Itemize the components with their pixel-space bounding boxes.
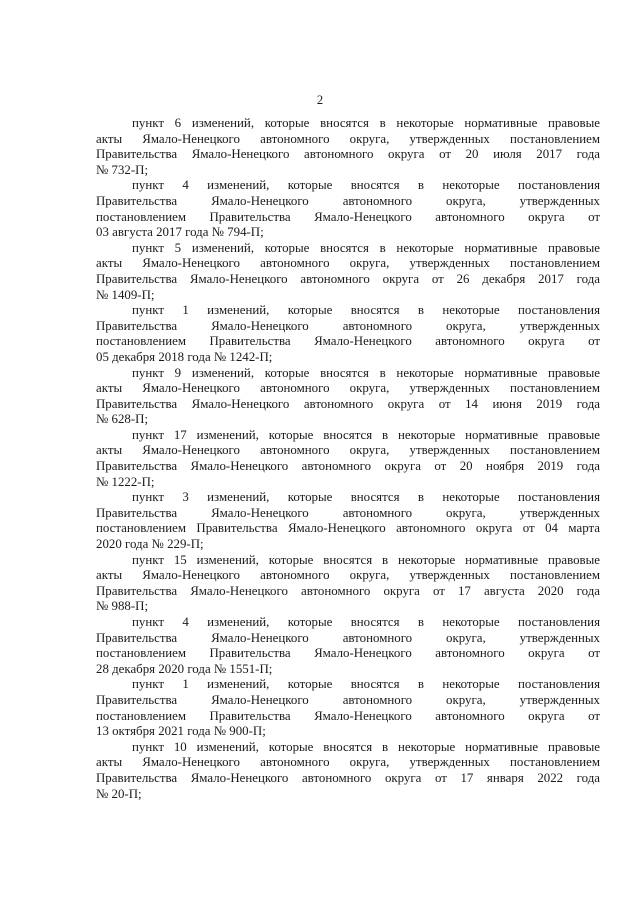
text-line: Правительства Ямало-Ненецкого автономного округа от 14 июня 2019 года (96, 396, 600, 411)
text-line: пункт 10 изменений, которые вносятся в некоторые нормативные правовые (132, 739, 600, 754)
text-line: 13 октября 2021 года № 900-П; (96, 724, 266, 739)
text-line: пункт 17 изменений, которые вносятся в некоторые нормативные правовые (132, 427, 600, 442)
text-line: постановлением Правительства Ямало-Ненецкого автономного округа от (96, 646, 600, 661)
text-line: Правительства Ямало-Ненецкого автономного округа, утвержденных (96, 318, 600, 333)
text-line: Правительства Ямало-Ненецкого автономного округа от 20 ноября 2019 года (96, 459, 600, 474)
text-line: № 1409-П; (96, 287, 155, 302)
text-line: пункт 9 изменений, которые вносятся в некоторые нормативные правовые (132, 365, 600, 380)
text-line: 28 декабря 2020 года № 1551-П; (96, 661, 273, 676)
list-item-paragraph (96, 428, 600, 490)
text-line: пункт 5 изменений, которые вносятся в некоторые нормативные правовые (132, 240, 600, 255)
text-line: пункт 1 изменений, которые вносятся в некоторые постановления (132, 677, 600, 692)
list-item-paragraph (96, 740, 600, 802)
text-line: Правительства Ямало-Ненецкого автономного округа, утвержденных (96, 505, 600, 520)
text-line: акты Ямало-Ненецкого автономного округа, утвержденных постановлением (96, 256, 600, 271)
list-item-paragraph (96, 178, 600, 240)
text-line: акты Ямало-Ненецкого автономного округа, утвержденных постановлением (96, 381, 600, 396)
text-line: постановлением Правительства Ямало-Ненецкого автономного округа от (96, 708, 600, 723)
text-line: № 732-П; (96, 162, 149, 177)
text-line: № 1222-П; (96, 474, 155, 489)
text-line: пункт 15 изменений, которые вносятся в некоторые нормативные правовые (132, 552, 600, 567)
list-item-paragraph (96, 366, 600, 428)
list-item-paragraph (96, 241, 600, 303)
text-line: № 988-П; (96, 599, 149, 614)
text-line: постановлением Правительства Ямало-Ненецкого автономного округа от (96, 209, 600, 224)
text-line: 2020 года № 229-П; (96, 537, 204, 552)
page-number: 2 (316, 93, 324, 107)
text-line: акты Ямало-Ненецкого автономного округа, утвержденных постановлением (96, 443, 600, 458)
text-line: пункт 6 изменений, которые вносятся в некоторые нормативные правовые (132, 116, 600, 130)
list-item-paragraph (96, 490, 600, 552)
text-line: пункт 4 изменений, которые вносятся в некоторые постановления (132, 615, 600, 629)
text-line: Правительства Ямало-Ненецкого автономного округа, утвержденных (96, 193, 600, 208)
text-line: Правительства Ямало-Ненецкого автономного округа, утвержденных (96, 692, 600, 707)
text-line: акты Ямало-Ненецкого автономного округа, утвержденных постановлением (96, 131, 600, 146)
text-line: Правительства Ямало-Ненецкого автономного округа от 17 августа 2020 года (96, 583, 600, 598)
document-body (96, 116, 600, 802)
text-line: № 20-П; (96, 786, 142, 801)
text-line: пункт 1 изменений, которые вносятся в некоторые постановления (132, 303, 600, 318)
text-line: постановлением Правительства Ямало-Ненецкого автономного округа от (96, 334, 600, 349)
list-item-paragraph (96, 553, 600, 615)
text-line: Правительства Ямало-Ненецкого автономного округа, утвержденных (96, 630, 600, 645)
text-line: Правительства Ямало-Ненецкого автономного округа от 26 декабря 2017 года (96, 271, 600, 286)
text-line: пункт 3 изменений, которые вносятся в некоторые постановления (132, 490, 600, 505)
list-item-paragraph (96, 615, 600, 677)
text-line: постановлением Правительства Ямало-Ненецкого автономного округа от 04 марта (96, 521, 600, 536)
list-item-paragraph (96, 116, 600, 178)
text-line: Правительства Ямало-Ненецкого автономного округа от 20 июля 2017 года (96, 147, 600, 162)
text-line: акты Ямало-Ненецкого автономного округа, утвержденных постановлением (96, 568, 600, 583)
text-line: акты Ямало-Ненецкого автономного округа, утвержденных постановлением (96, 755, 600, 770)
text-line: 05 декабря 2018 года № 1242-П; (96, 349, 273, 364)
text-line: пункт 4 изменений, которые вносятся в некоторые постановления (132, 178, 600, 193)
text-line: Правительства Ямало-Ненецкого автономного округа от 17 января 2022 года (96, 770, 600, 785)
text-line: 03 августа 2017 года № 794-П; (96, 225, 264, 240)
list-item-paragraph (96, 303, 600, 365)
list-item-paragraph (96, 677, 600, 739)
text-line: № 628-П; (96, 412, 149, 427)
